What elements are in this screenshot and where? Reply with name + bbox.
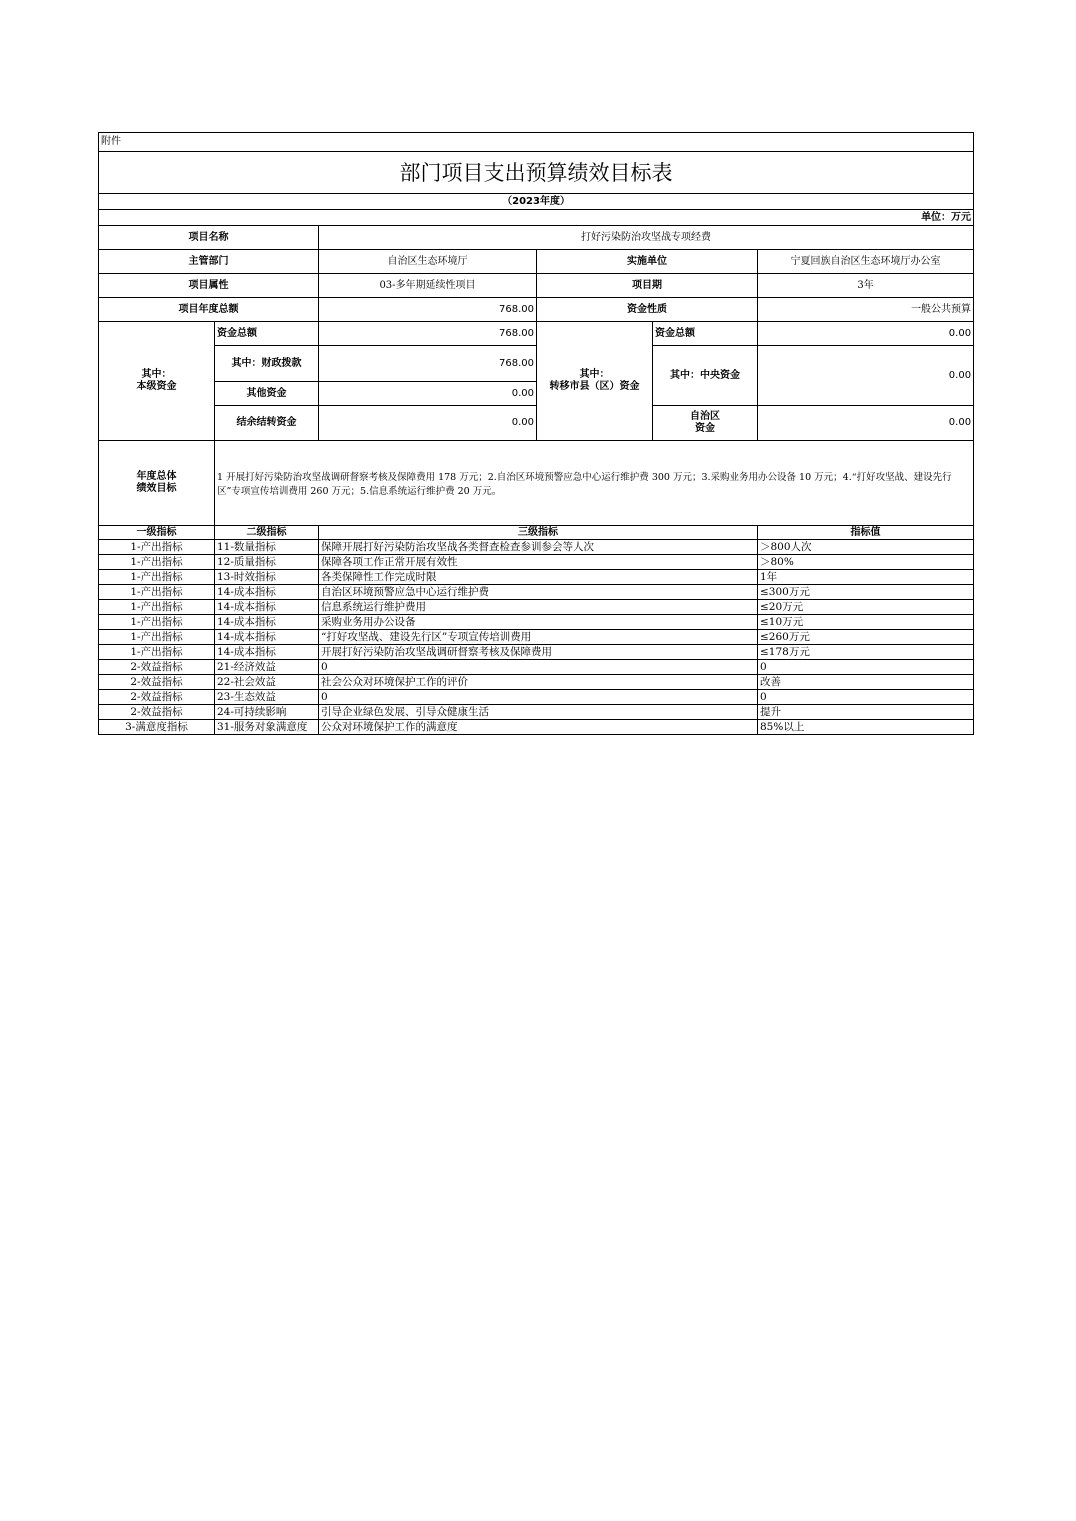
budget-performance-sheet bbox=[98, 132, 973, 735]
unit-label: 单位：万元 bbox=[99, 210, 974, 226]
fiscal-value: 768.00 bbox=[319, 346, 537, 382]
indicator-row bbox=[99, 585, 974, 600]
carry-funds-label: 结余结转资金 bbox=[215, 406, 319, 441]
transfer-funds-label-line1: 其中： bbox=[579, 369, 610, 380]
indicator-level2: 14-成本指标 bbox=[215, 630, 319, 645]
other-funds-value: 0.00 bbox=[319, 382, 537, 406]
central-label: 其中：中央资金 bbox=[653, 346, 758, 406]
impl-label: 实施单位 bbox=[537, 250, 758, 274]
indicator-level2: 22-社会效益 bbox=[215, 675, 319, 690]
indicator-value: ≤20万元 bbox=[758, 600, 974, 615]
indicator-level3: “打好攻坚战、建设先行区”专项宣传培训费用 bbox=[319, 630, 758, 645]
indicator-level3: 0 bbox=[319, 660, 758, 675]
indicator-row bbox=[99, 705, 974, 720]
project-name-value: 打好污染防治攻坚战专项经费 bbox=[319, 226, 974, 250]
indicator-level1: 1-产出指标 bbox=[99, 540, 215, 555]
indicator-level1: 3-满意度指标 bbox=[99, 720, 215, 735]
local-funds-label bbox=[99, 322, 215, 441]
other-funds-label: 其他资金 bbox=[215, 382, 319, 406]
indicator-header-level1: 一级指标 bbox=[99, 526, 215, 540]
indicator-row bbox=[99, 555, 974, 570]
indicator-value: 0 bbox=[758, 660, 974, 675]
indicator-level3: 采购业务用办公设备 bbox=[319, 615, 758, 630]
region-funds-label-line1: 自治区 bbox=[690, 411, 720, 422]
indicator-level1: 1-产出指标 bbox=[99, 630, 215, 645]
funds-total-value: 768.00 bbox=[319, 322, 537, 346]
indicator-level1: 1-产出指标 bbox=[99, 585, 215, 600]
indicator-row bbox=[99, 660, 974, 675]
transfer-total-label: 资金总额 bbox=[653, 322, 758, 346]
goal-label-line1: 年度总体 bbox=[136, 471, 177, 482]
impl-value: 宁夏回族自治区生态环境厅办公室 bbox=[758, 250, 974, 274]
indicator-level1: 1-产出指标 bbox=[99, 570, 215, 585]
local-funds-label-line2: 本级资金 bbox=[136, 381, 177, 392]
local-funds-label-line1: 其中： bbox=[141, 369, 172, 380]
indicator-level1: 2-效益指标 bbox=[99, 690, 215, 705]
indicator-level3: 公众对环境保护工作的满意度 bbox=[319, 720, 758, 735]
indicator-level1: 2-效益指标 bbox=[99, 705, 215, 720]
attachment-label: 附件 bbox=[99, 133, 974, 152]
indicator-value: 0 bbox=[758, 690, 974, 705]
nature-value: 一般公共预算 bbox=[758, 298, 974, 322]
indicator-level1: 2-效益指标 bbox=[99, 660, 215, 675]
indicator-row bbox=[99, 600, 974, 615]
indicator-level1: 1-产出指标 bbox=[99, 615, 215, 630]
indicator-level1: 1-产出指标 bbox=[99, 645, 215, 660]
indicator-row bbox=[99, 645, 974, 660]
indicator-row bbox=[99, 675, 974, 690]
indicator-row bbox=[99, 615, 974, 630]
indicator-value: ≤178万元 bbox=[758, 645, 974, 660]
project-name-label: 项目名称 bbox=[99, 226, 319, 250]
indicator-value: ＞800人次 bbox=[758, 540, 974, 555]
carry-funds-value: 0.00 bbox=[319, 406, 537, 441]
goal-label bbox=[99, 441, 215, 526]
indicator-rows bbox=[99, 540, 974, 735]
total-value: 768.00 bbox=[319, 298, 537, 322]
indicator-level2: 13-时效指标 bbox=[215, 570, 319, 585]
attr-value: 03-多年期延续性项目 bbox=[319, 274, 537, 298]
indicator-row bbox=[99, 720, 974, 735]
goal-label-line2: 绩效目标 bbox=[136, 483, 177, 494]
indicator-level1: 1-产出指标 bbox=[99, 555, 215, 570]
indicator-value: ≤10万元 bbox=[758, 615, 974, 630]
goal-text: 1 开展打好污染防治攻坚战调研督察考核及保障费用 178 万元；2.自治区环境预警应急中心运行维护费 300 万元；3.采购业务用办公设备 10 万元；4.“打好攻坚战、建设先行区”专项宣传培训费用 260 万元；5.信息系统运行维护费 20 万元。 bbox=[215, 441, 974, 526]
indicator-level3: 社会公众对环境保护工作的评价 bbox=[319, 675, 758, 690]
indicator-header-level3: 三级指标 bbox=[319, 526, 758, 540]
indicator-value: ＞80% bbox=[758, 555, 974, 570]
indicator-level2: 14-成本指标 bbox=[215, 645, 319, 660]
page-title: 部门项目支出预算绩效目标表 bbox=[99, 152, 974, 194]
transfer-funds-label-line2: 转移市县（区）资金 bbox=[549, 381, 640, 392]
year-label: （2023年度） bbox=[99, 194, 974, 210]
transfer-total-value: 0.00 bbox=[758, 322, 974, 346]
funds-total-label: 资金总额 bbox=[215, 322, 319, 346]
central-value: 0.00 bbox=[758, 346, 974, 406]
indicator-value: 提升 bbox=[758, 705, 974, 720]
indicator-level2: 31-服务对象满意度 bbox=[215, 720, 319, 735]
region-funds-label-line2: 资金 bbox=[695, 423, 715, 434]
indicator-value: ≤300万元 bbox=[758, 585, 974, 600]
indicator-level1: 1-产出指标 bbox=[99, 600, 215, 615]
total-label: 项目年度总额 bbox=[99, 298, 319, 322]
indicator-level3: 保障各项工作正常开展有效性 bbox=[319, 555, 758, 570]
indicator-value: 改善 bbox=[758, 675, 974, 690]
indicator-level1: 2-效益指标 bbox=[99, 675, 215, 690]
indicator-level2: 24-可持续影响 bbox=[215, 705, 319, 720]
indicator-row bbox=[99, 690, 974, 705]
indicator-level3: 0 bbox=[319, 690, 758, 705]
indicator-value: 1年 bbox=[758, 570, 974, 585]
nature-label: 资金性质 bbox=[537, 298, 758, 322]
period-value: 3年 bbox=[758, 274, 974, 298]
indicator-row bbox=[99, 630, 974, 645]
indicator-value: ≤260万元 bbox=[758, 630, 974, 645]
transfer-funds-label bbox=[537, 322, 653, 441]
indicator-level2: 11-数量指标 bbox=[215, 540, 319, 555]
indicator-level3: 自治区环境预警应急中心运行维护费 bbox=[319, 585, 758, 600]
indicator-level3: 信息系统运行维护费用 bbox=[319, 600, 758, 615]
attr-label: 项目属性 bbox=[99, 274, 319, 298]
indicator-level2: 23-生态效益 bbox=[215, 690, 319, 705]
region-funds-value: 0.00 bbox=[758, 406, 974, 441]
indicator-header-value: 指标值 bbox=[758, 526, 974, 540]
indicator-level2: 14-成本指标 bbox=[215, 585, 319, 600]
performance-table bbox=[98, 132, 974, 735]
indicator-level3: 开展打好污染防治攻坚战调研督察考核及保障费用 bbox=[319, 645, 758, 660]
indicator-header-level2: 二级指标 bbox=[215, 526, 319, 540]
indicator-level3: 引导企业绿色发展、引导众健康生活 bbox=[319, 705, 758, 720]
indicator-level2: 21-经济效益 bbox=[215, 660, 319, 675]
period-label: 项目期 bbox=[537, 274, 758, 298]
fiscal-label: 其中：财政拨款 bbox=[215, 346, 319, 382]
indicator-level2: 12-质量指标 bbox=[215, 555, 319, 570]
indicator-level3: 保障开展打好污染防治攻坚战各类督查检查参训参会等人次 bbox=[319, 540, 758, 555]
indicator-level3: 各类保障性工作完成时限 bbox=[319, 570, 758, 585]
dept-value: 自治区生态环境厅 bbox=[319, 250, 537, 274]
indicator-row bbox=[99, 540, 974, 555]
indicator-value: 85%以上 bbox=[758, 720, 974, 735]
dept-label: 主管部门 bbox=[99, 250, 319, 274]
indicator-row bbox=[99, 570, 974, 585]
region-funds-label bbox=[653, 406, 758, 441]
indicator-level2: 14-成本指标 bbox=[215, 600, 319, 615]
indicator-level2: 14-成本指标 bbox=[215, 615, 319, 630]
